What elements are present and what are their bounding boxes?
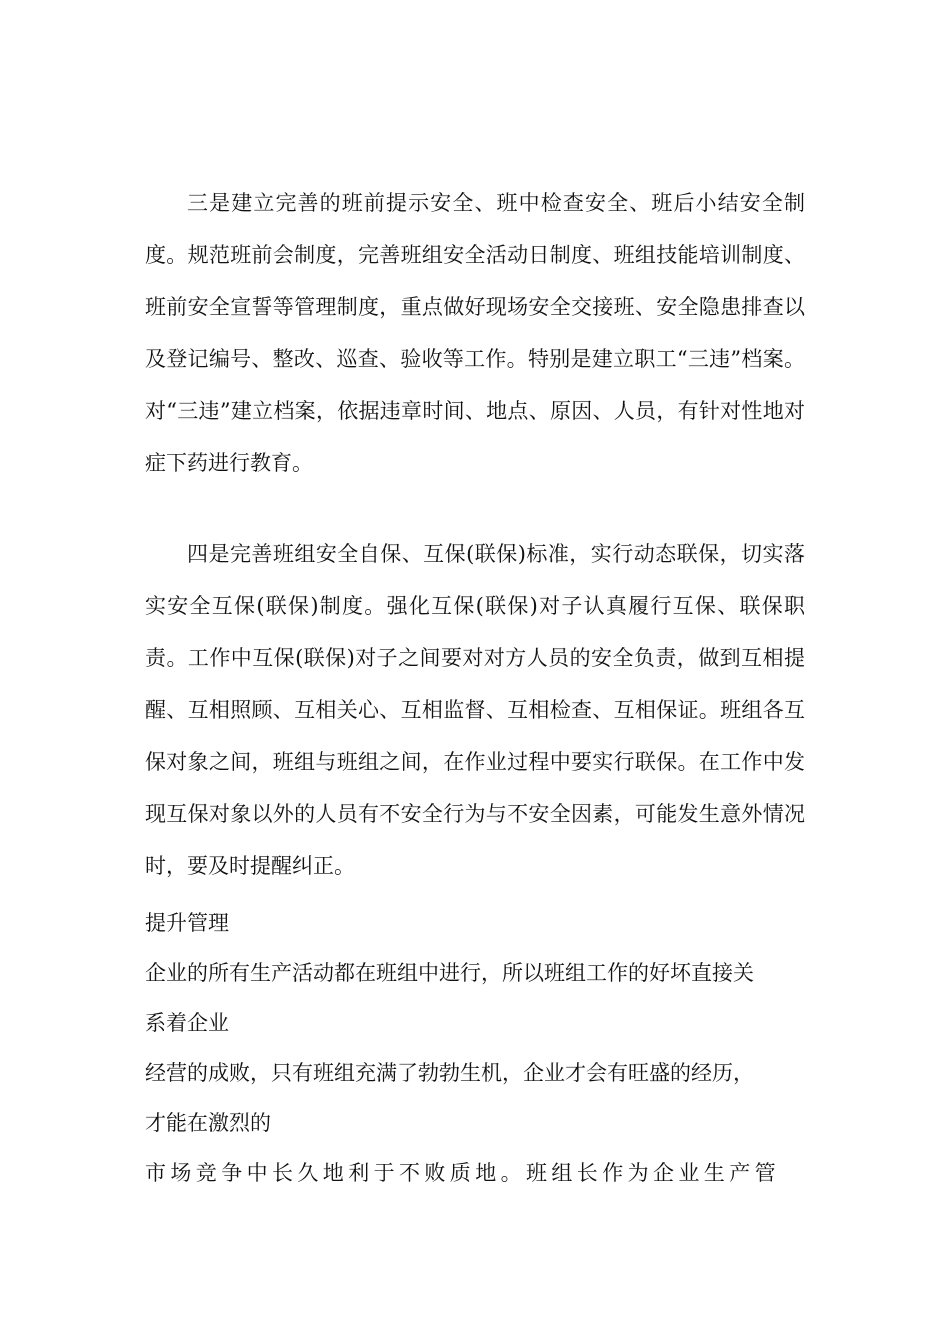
body-line: 市场竞争中长久地利于不败质地。班组长作为企业生产管 [145,1161,780,1185]
body-line: 系着企业 [145,1011,229,1035]
body-line: 才能在激烈的 [145,1111,271,1135]
paragraph-mutual-protection: 四是完善班组安全自保、互保(联保)标准，实行动态联保，切实落实安全互保(联保)制度。强化互保(联保)对子认真履行互保、联保职责。工作中互保(联保)对子之间要对对方人员的安全负责，做到互相提醒、互相照顾、互相关心、互相监督、互相检查、互相保证。班组各互保对象之间，班组与班组之间，在作业过程中要实行联保。在工作中发现互保对象以外的人员有不安全行为与不安全因素，可能发生意外情况时，要及时提醒纠正。 [145,542,805,878]
section-heading: 提升管理 [145,911,229,935]
body-line: 经营的成败，只有班组充满了勃勃生机，企业才会有旺盛的经历， [145,1061,754,1085]
paragraph-safety-system: 三是建立完善的班前提示安全、班中检查安全、班后小结安全制度。规范班前会制度，完善班组安全活动日制度、班组技能培训制度、班前安全宣誓等管理制度，重点做好现场安全交接班、安全隐患排查以及登记编号、整改、巡查、验收等工作。特别是建立职工“三违”档案。对“三违”建立档案，依据违章时间、地点、原因、人员，有针对性地对症下药进行教育。 [145,191,805,475]
body-line: 企业的所有生产活动都在班组中进行，所以班组工作的好坏直接关 [145,961,754,985]
